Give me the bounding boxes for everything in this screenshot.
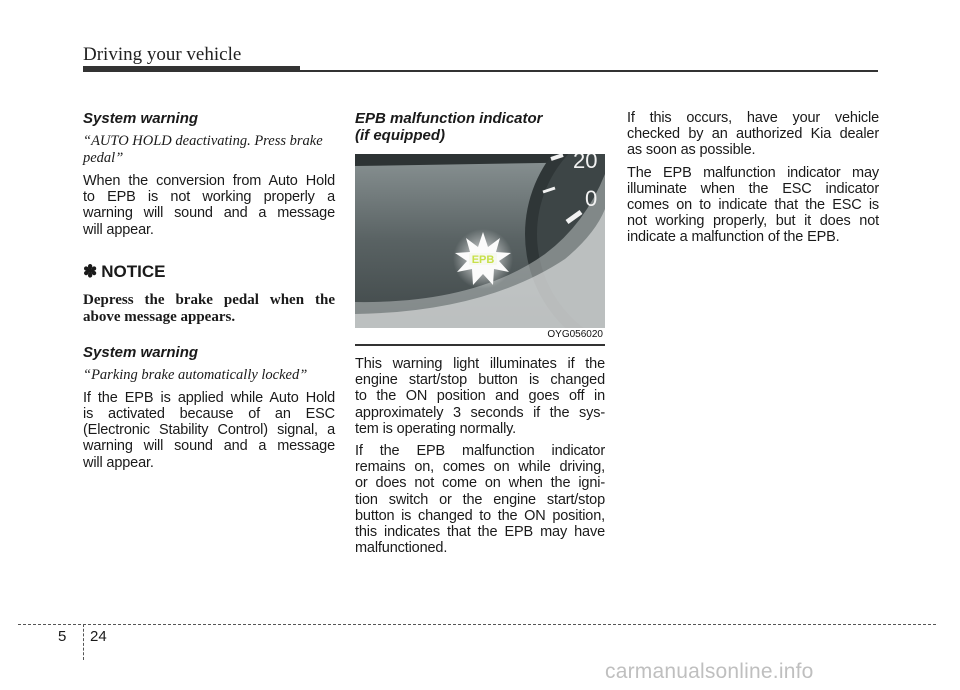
paragraph-have-vehicle-checked — [627, 110, 879, 159]
text-line: above message appears. — [83, 308, 236, 325]
text-line: not working properly, but it does not — [627, 213, 879, 230]
text-line: If the EPB is applied while Auto Hold — [83, 389, 335, 406]
column-middle — [355, 110, 605, 562]
instrument-cluster-illustration — [355, 154, 605, 344]
footer-vertical-divider — [83, 624, 84, 660]
notice-label: NOTICE — [101, 261, 166, 281]
header-rule-thick — [83, 66, 300, 72]
text-line: (Electronic Stability Control) signal, a — [83, 422, 335, 439]
text-line: illuminate when the ESC indicator — [627, 180, 879, 197]
text-line: indicate a malfunction of the EPB. — [627, 229, 840, 246]
chapter-number: 5 — [58, 628, 67, 645]
notice-heading — [83, 262, 335, 282]
text-line: warning will sound and a message — [83, 205, 335, 222]
notice-star-icon: ✽ — [83, 261, 98, 281]
text-line: If this occurs, have your vehicle — [627, 110, 879, 126]
section-heading-if-equipped: (if equipped) — [355, 127, 445, 144]
epb-indicator-figure — [355, 154, 605, 346]
text-line: When the conversion from Auto Hold — [83, 173, 335, 189]
text-line: button is changed to the ON position, — [355, 507, 605, 524]
text-line: approximately 3 seconds if the sys- — [355, 404, 605, 421]
running-header: Driving your vehicle — [83, 44, 242, 65]
paragraph-malfunction-remains-on — [355, 443, 605, 556]
section-heading-epb-malfunction: EPB malfunction indicator — [355, 110, 543, 127]
column-right — [627, 110, 879, 252]
text-line: comes on to indicate that the ESC is — [627, 197, 879, 214]
gauge-label-0: 0 — [585, 186, 598, 211]
text-line: this indicates that the EPB may have — [355, 524, 605, 541]
paragraph-auto-hold-conversion — [83, 173, 335, 238]
epb-indicator-label: EPB — [471, 254, 495, 266]
text-line: remains on, comes on while driving, — [355, 459, 605, 476]
paragraph-epb-applied — [83, 390, 335, 471]
notice-body — [83, 292, 335, 326]
text-line: tion switch or the engine start/stop — [355, 491, 605, 508]
text-line: to the ON position and goes off in — [355, 388, 605, 405]
column-left — [83, 110, 335, 477]
text-line: This warning light illuminates if the — [355, 356, 605, 372]
text-line: to EPB is not working properly a — [83, 189, 335, 206]
section-heading-system-warning-2: System warning — [83, 343, 199, 361]
footer-divider — [18, 624, 936, 625]
gauge-label-20: 20 — [573, 154, 598, 173]
text-line: warning will sound and a message — [83, 438, 335, 455]
text-line: If the EPB malfunction indicator — [355, 443, 605, 460]
text-line: tem is operating normally. — [355, 420, 517, 437]
text-line: as soon as possible. — [627, 142, 756, 159]
warning-message-quote-2: “Parking brake automatically locked” — [83, 366, 308, 383]
text-line: engine start/stop button is changed — [355, 372, 605, 389]
page-number: 24 — [90, 628, 107, 645]
text-line: checked by an authorized Kia dealer — [627, 126, 879, 143]
text-line: or does not come on when the igni- — [355, 475, 605, 492]
text-line: malfunctioned. — [355, 540, 448, 557]
header-rule-thin — [300, 70, 878, 72]
warning-message-quote-1: “AUTO HOLD deactivating. Press brake pedal” — [83, 133, 323, 166]
paragraph-esc-indicator — [627, 165, 879, 246]
section-heading-system-warning-1: System warning — [83, 110, 199, 127]
text-line: will appear. — [83, 221, 154, 238]
text-line: will appear. — [83, 454, 154, 471]
watermark: carmanualsonline.info — [605, 660, 814, 683]
text-line: Depress the brake pedal when the — [83, 291, 335, 308]
paragraph-warning-light-illuminates — [355, 356, 605, 437]
text-line: is activated because of an ESC — [83, 406, 335, 423]
figure-caption: OYG056020 — [547, 329, 603, 340]
text-line: The EPB malfunction indicator may — [627, 164, 879, 181]
